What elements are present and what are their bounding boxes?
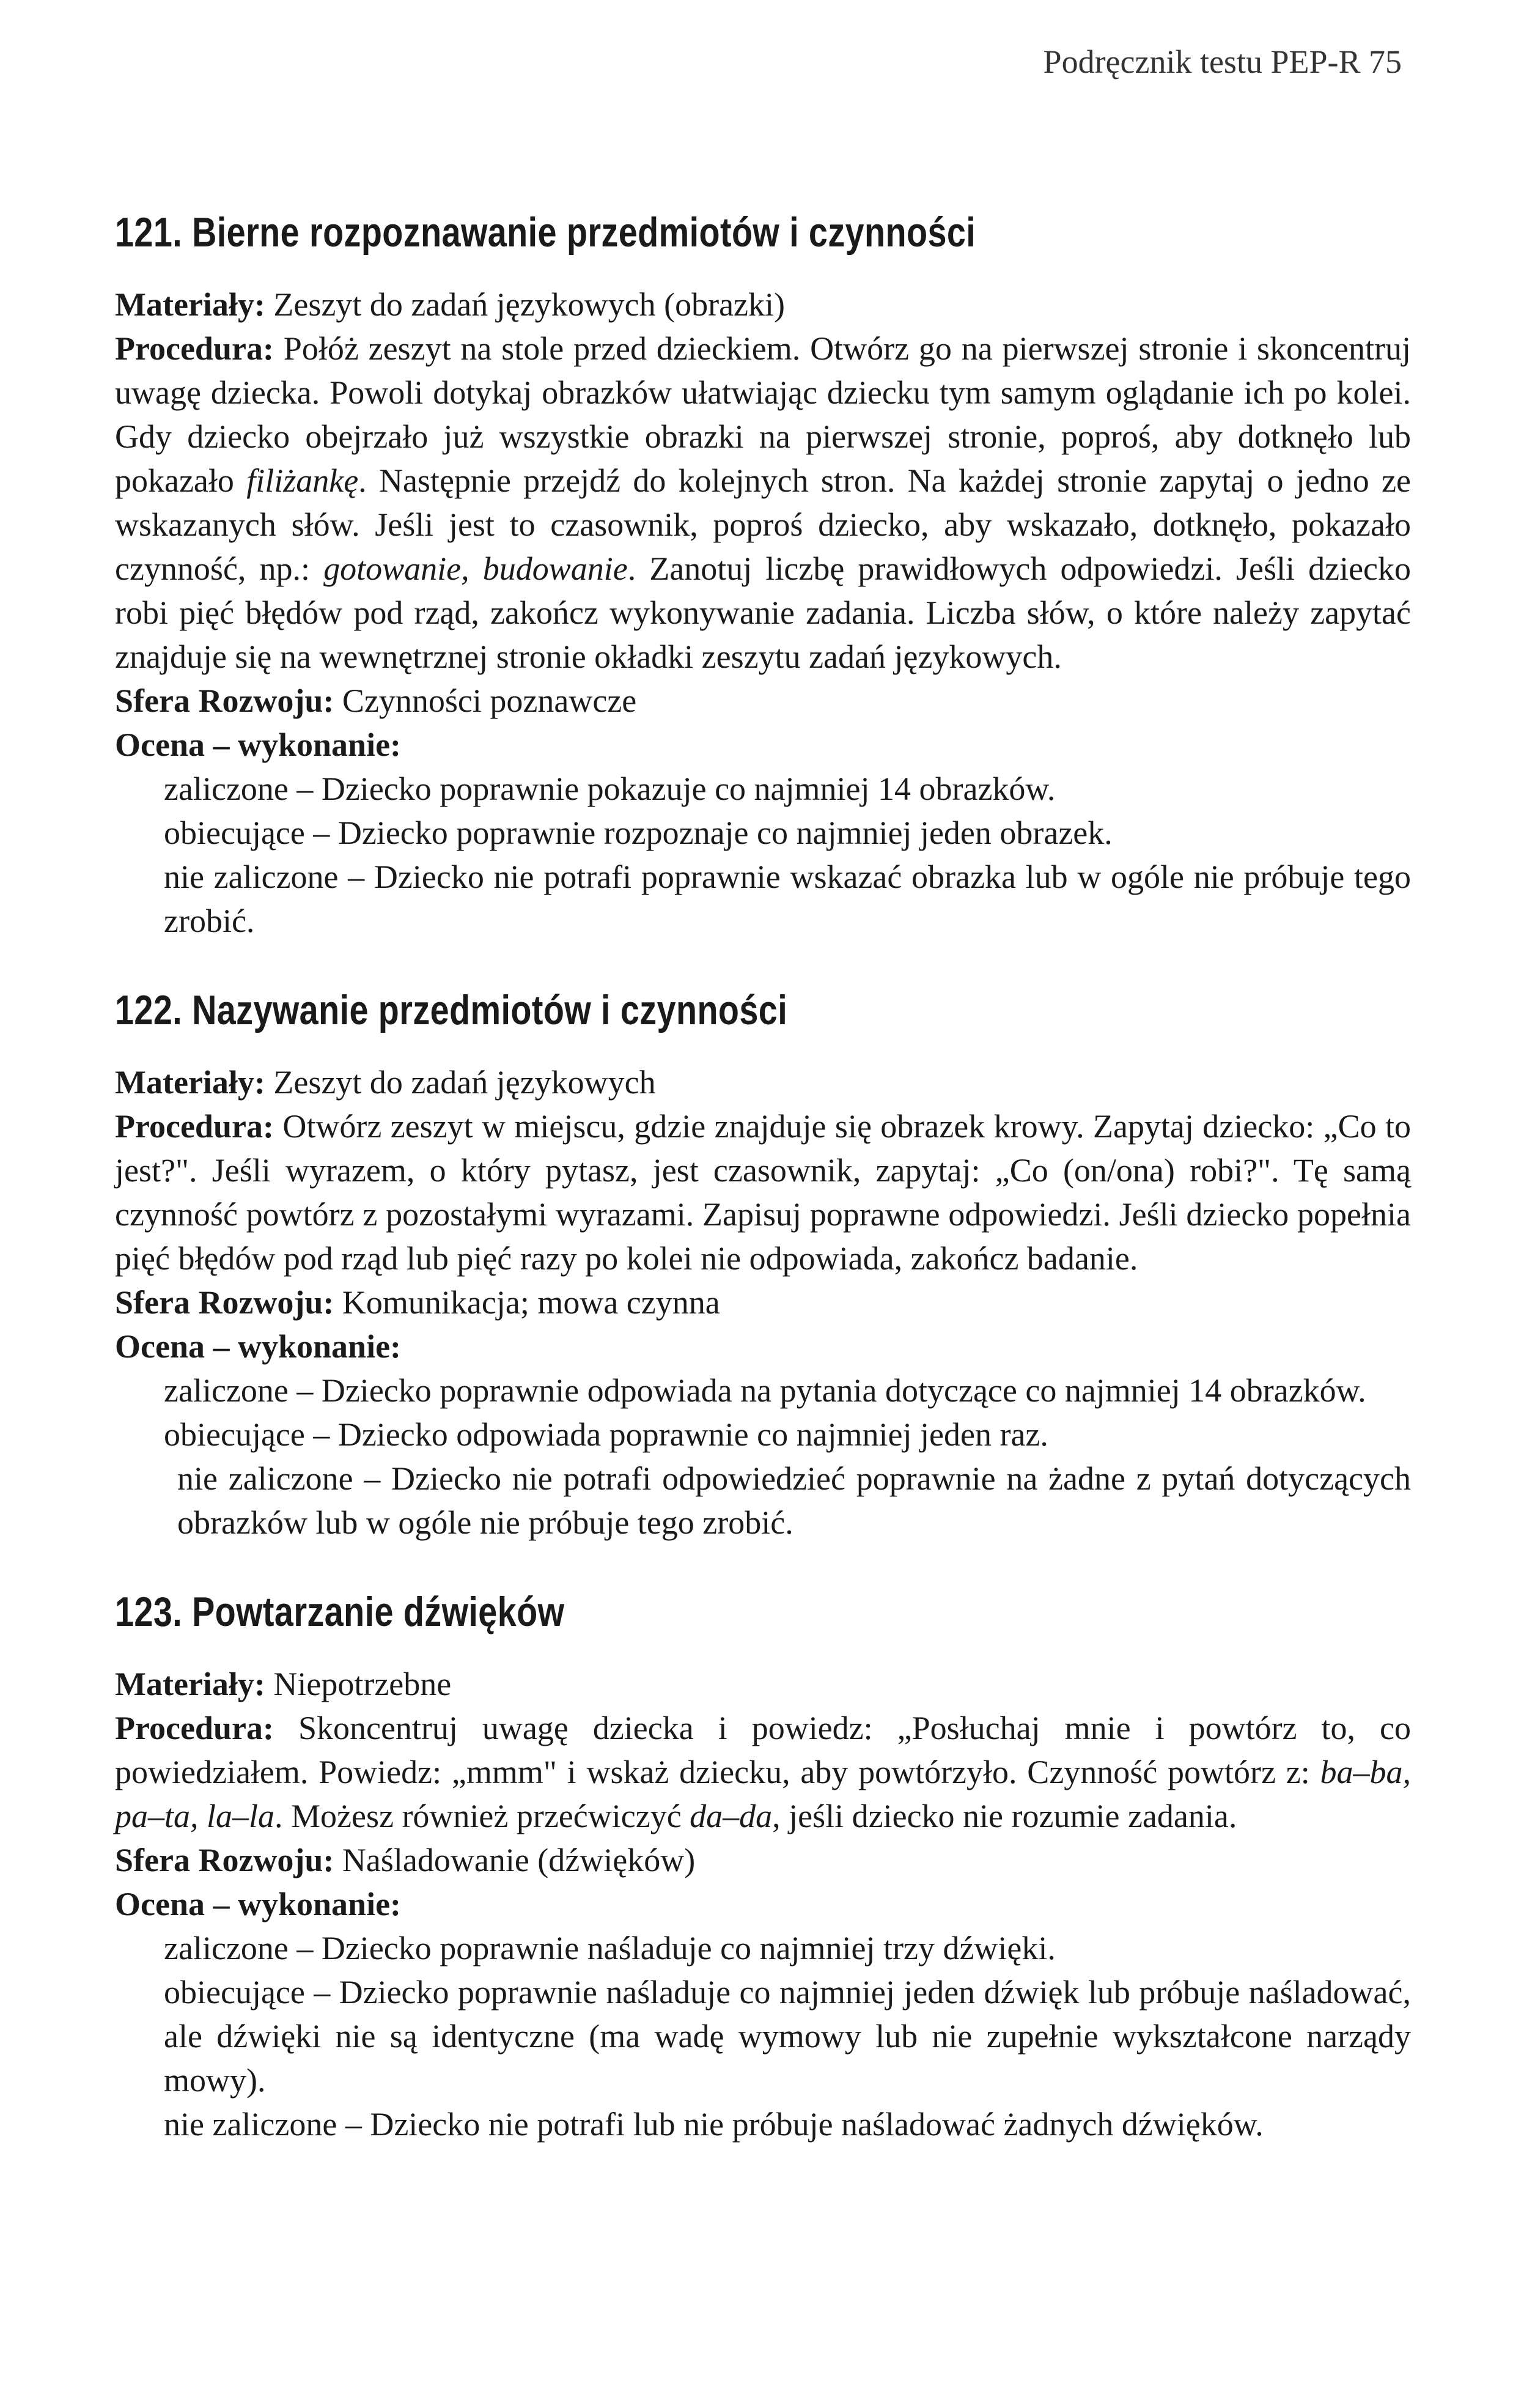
section-121 bbox=[115, 208, 1411, 943]
evaluation-passed: zaliczone – Dziecko poprawnie naśladuje co najmniej trzy dźwięki. bbox=[164, 1930, 1056, 1967]
materials-label: Materiały: bbox=[115, 1064, 265, 1101]
procedure-label: Procedura: bbox=[115, 1710, 274, 1746]
page-content bbox=[115, 208, 1411, 2146]
domain-field bbox=[115, 1280, 1411, 1324]
procedure-text: . Następnie przejdź do kolejnych stron. Na każdej stronie zapytaj o jedno ze wskazanych słów. Jeśli jest to czasownik, poproś dziecko, aby wskazało, dotknęło, pokazało czynność, np.: bbox=[115, 462, 1411, 587]
domain-label: Sfera Rozwoju: bbox=[115, 1284, 334, 1321]
section-122 bbox=[115, 986, 1411, 1545]
materials-field bbox=[115, 1060, 1411, 1104]
materials-value: Zeszyt do zadań językowych (obrazki) bbox=[273, 286, 786, 323]
section-123 bbox=[115, 1587, 1411, 2146]
procedure-emphasis: ba–ba, pa–ta, la–la bbox=[115, 1754, 1411, 1834]
evaluation-heading: Ocena – wykonanie: bbox=[115, 726, 402, 763]
evaluation-list bbox=[115, 767, 1411, 943]
materials-value: Niepotrzebne bbox=[273, 1666, 452, 1702]
procedure-text: Połóż zeszyt na stole przed dzieckiem. Otwórz go na pierwszej stronie i skoncentruj uwagę dziecka. Powoli dotykaj obrazków ułatwiając dziecku tym samym oglądanie ich po kolei. Gdy dziecko obejrzało już wszystkie obrazki na pierwszej stronie, poproś, aby dotknęło lub pokazało bbox=[115, 330, 1411, 499]
evaluation-passed: zaliczone – Dziecko poprawnie pokazuje co najmniej 14 obrazków. bbox=[164, 770, 1056, 807]
procedure-text: , jeśli dziecko nie rozumie zadania. bbox=[772, 1798, 1237, 1834]
section-title: 123. Powtarzanie dźwięków bbox=[115, 1589, 565, 1635]
procedure-text: . Zanotuj liczbę prawidłowych odpowiedzi. Jeśli dziecko robi pięć błędów pod rząd, zakończ wykonywanie zadania. Liczba słów, o które należy zapytać znajduje się na wewnętrznej stronie okładki zeszytu zadań językowych. bbox=[115, 550, 1412, 675]
domain-value: Czynności poznawcze bbox=[342, 682, 637, 719]
evaluation-emerging: obiecujące – Dziecko poprawnie naśladuje co najmniej jeden dźwięk lub próbuje naśladować, ale dźwięki nie są identyczne (ma wadę wymowy lub nie zupełnie wykształcone narządy mowy). bbox=[164, 1974, 1411, 2099]
domain-label: Sfera Rozwoju: bbox=[115, 682, 334, 719]
materials-label: Materiały: bbox=[115, 286, 265, 323]
evaluation-list bbox=[115, 1926, 1411, 2146]
procedure-text: . Możesz również przećwiczyć bbox=[274, 1798, 690, 1834]
materials-value: Zeszyt do zadań językowych bbox=[273, 1064, 656, 1101]
section-title: 122. Nazywanie przedmiotów i czynności bbox=[115, 987, 788, 1033]
evaluation-emerging: obiecujące – Dziecko poprawnie rozpoznaje co najmniej jeden obrazek. bbox=[164, 814, 1113, 851]
materials-label: Materiały: bbox=[115, 1666, 265, 1702]
procedure-field bbox=[115, 1104, 1411, 1280]
procedure-text: Otwórz zeszyt w miejscu, gdzie znajduje się obrazek krowy. Zapytaj dziecko: „Co to jest?". Jeśli wyrazem, o który pytasz, jest czasownik, zapytaj: „Co (on/ona) robi?". Tę samą czynność powtórz z pozostałymi wyrazami. Zapisuj poprawne odpowiedzi. Jeśli dziecko popełnia pięć błędów pod rząd lub pięć razy po kolei nie odpowiada, zakończ badanie. bbox=[115, 1108, 1412, 1277]
procedure-label: Procedura: bbox=[115, 1108, 274, 1145]
procedure-emphasis: gotowanie, budowanie bbox=[323, 550, 628, 587]
materials-field bbox=[115, 283, 1411, 327]
domain-value: Naśladowanie (dźwięków) bbox=[342, 1842, 696, 1878]
evaluation-passed: zaliczone – Dziecko poprawnie odpowiada na pytania dotyczące co najmniej 14 obrazków. bbox=[164, 1372, 1366, 1409]
domain-field bbox=[115, 679, 1411, 723]
evaluation-failed: nie zaliczone – Dziecko nie potrafi lub nie próbuje naśladować żadnych dźwięków. bbox=[164, 2106, 1264, 2143]
domain-field bbox=[115, 1838, 1411, 1882]
procedure-emphasis: filiżankę bbox=[246, 462, 359, 499]
evaluation-failed: nie zaliczone – Dziecko nie potrafi poprawnie wskazać obrazka lub w ogóle nie próbuje tego zrobić. bbox=[164, 859, 1411, 939]
procedure-emphasis: da–da bbox=[690, 1798, 773, 1834]
evaluation-heading: Ocena – wykonanie: bbox=[115, 1886, 402, 1922]
materials-field bbox=[115, 1662, 1411, 1706]
domain-value: Komunikacja; mowa czynna bbox=[342, 1284, 720, 1321]
evaluation-emerging: obiecujące – Dziecko odpowiada poprawnie co najmniej jeden raz. bbox=[164, 1416, 1048, 1453]
procedure-field bbox=[115, 327, 1411, 679]
procedure-label: Procedura: bbox=[115, 330, 274, 367]
evaluation-failed: nie zaliczone – Dziecko nie potrafi odpowiedzieć poprawnie na żadne z pytań dotyczących obrazków lub w ogóle nie próbuje tego zrobić. bbox=[177, 1460, 1411, 1541]
evaluation-heading: Ocena – wykonanie: bbox=[115, 1328, 402, 1365]
section-title: 121. Bierne rozpoznawanie przedmiotów i czynności bbox=[115, 209, 976, 256]
procedure-field bbox=[115, 1706, 1411, 1838]
running-header: Podręcznik testu PEP-R 75 bbox=[1043, 43, 1402, 80]
evaluation-list bbox=[115, 1368, 1411, 1545]
procedure-text: Skoncentruj uwagę dziecka i powiedz: „Posłuchaj mnie i powtórz to, co powiedziałem. Powiedz: „mmm" i wskaż dziecku, aby powtórzyło. Czynność powtórz z: bbox=[115, 1710, 1411, 1790]
domain-label: Sfera Rozwoju: bbox=[115, 1842, 334, 1878]
